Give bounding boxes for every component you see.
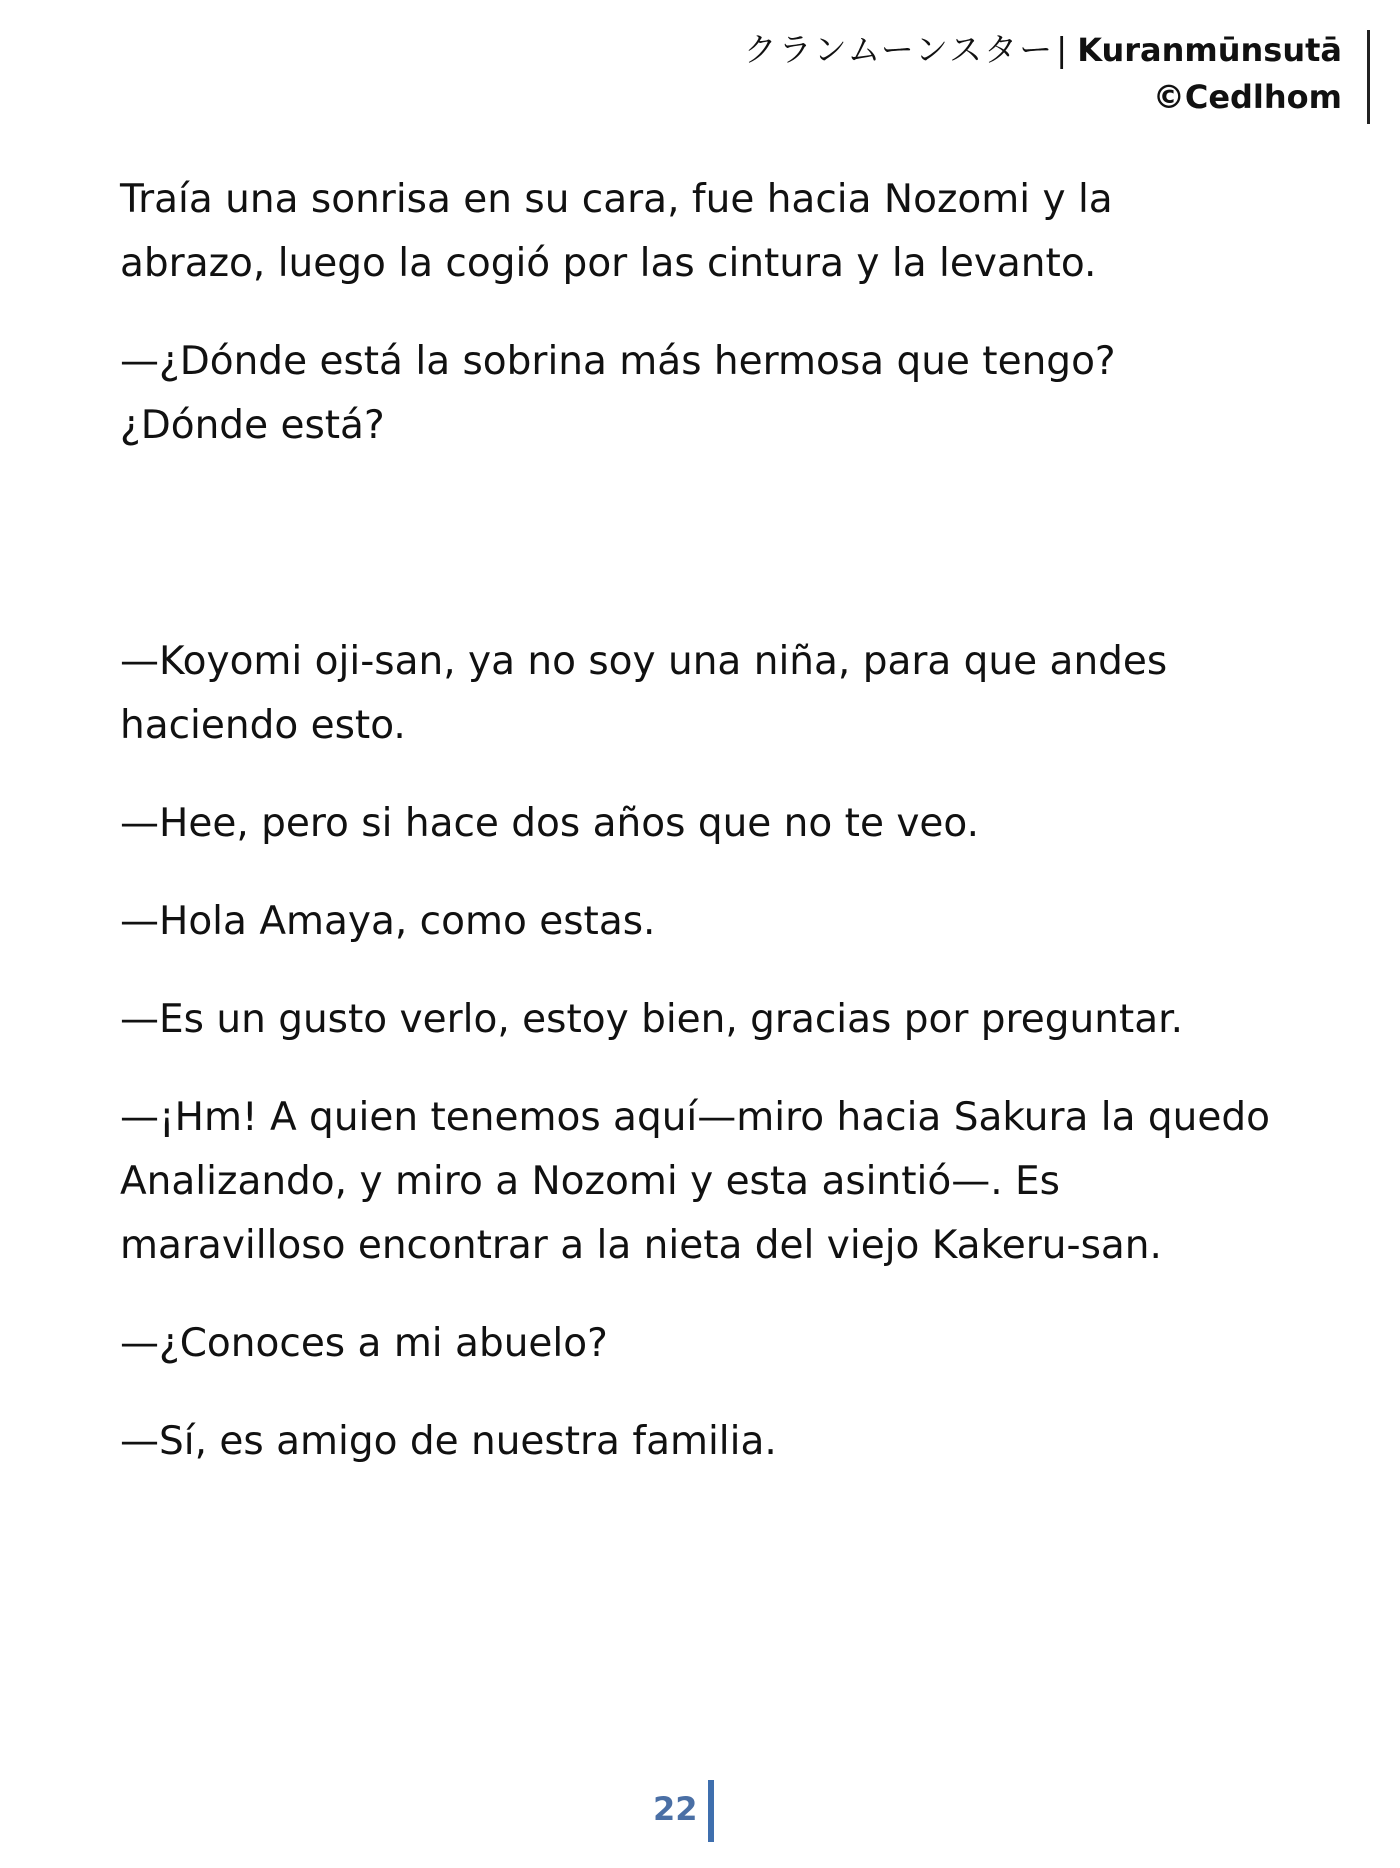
paragraph-spacer [120, 1376, 1270, 1410]
paragraph-spacer [120, 296, 1270, 330]
paragraph-8: —¿Conoces a mi abuelo? [120, 1321, 608, 1366]
header-separator: | [1056, 30, 1068, 69]
paragraph-4: —Hee, pero si hace dos años que no te veo. [120, 801, 979, 846]
header-romanized-title: Kuranmūnsutā [1077, 31, 1342, 69]
paragraph-3: —Koyomi oji-san, ya no soy una niña, para que andes haciendo esto. [120, 639, 1168, 748]
paragraph-2: —¿Dónde está la sobrina más hermosa que tengo? ¿Dónde está? [120, 339, 1116, 448]
header-copyright: ©Cedlhom [1152, 78, 1342, 116]
body-text [120, 168, 1270, 1474]
paragraph-1: Traía una sonrisa en su cara, fue hacia Nozomi y la abrazo, luego la cogió por las cintura y la levanto. [120, 177, 1113, 286]
header-japanese-title: クランムーンスター [743, 30, 1055, 69]
paragraph-spacer [120, 1278, 1270, 1312]
page-header [670, 26, 1370, 120]
footer-vertical-rule [708, 1780, 714, 1842]
blank-section [120, 458, 1270, 630]
paragraph-spacer [120, 856, 1270, 890]
header-text-block [744, 26, 1342, 120]
header-vertical-rule [1367, 30, 1370, 124]
paragraph-spacer [120, 1052, 1270, 1086]
paragraph-spacer [120, 758, 1270, 792]
paragraph-5: —Hola Amaya, como estas. [120, 899, 656, 944]
paragraph-6: —Es un gusto verlo, estoy bien, gracias por preguntar. [120, 997, 1183, 1042]
paragraph-9: —Sí, es amigo de nuestra familia. [120, 1419, 777, 1464]
page-footer [640, 1780, 760, 1840]
page-number: 22 [653, 1790, 698, 1828]
paragraph-spacer [120, 954, 1270, 988]
header-title-line [744, 26, 1342, 74]
paragraph-7: —¡Hm! A quien tenemos aquí—miro hacia Sakura la quedo Analizando, y miro a Nozomi y esta asintió—. Es maravilloso encontrar a la nieta del viejo Kakeru-san. [120, 1095, 1271, 1268]
